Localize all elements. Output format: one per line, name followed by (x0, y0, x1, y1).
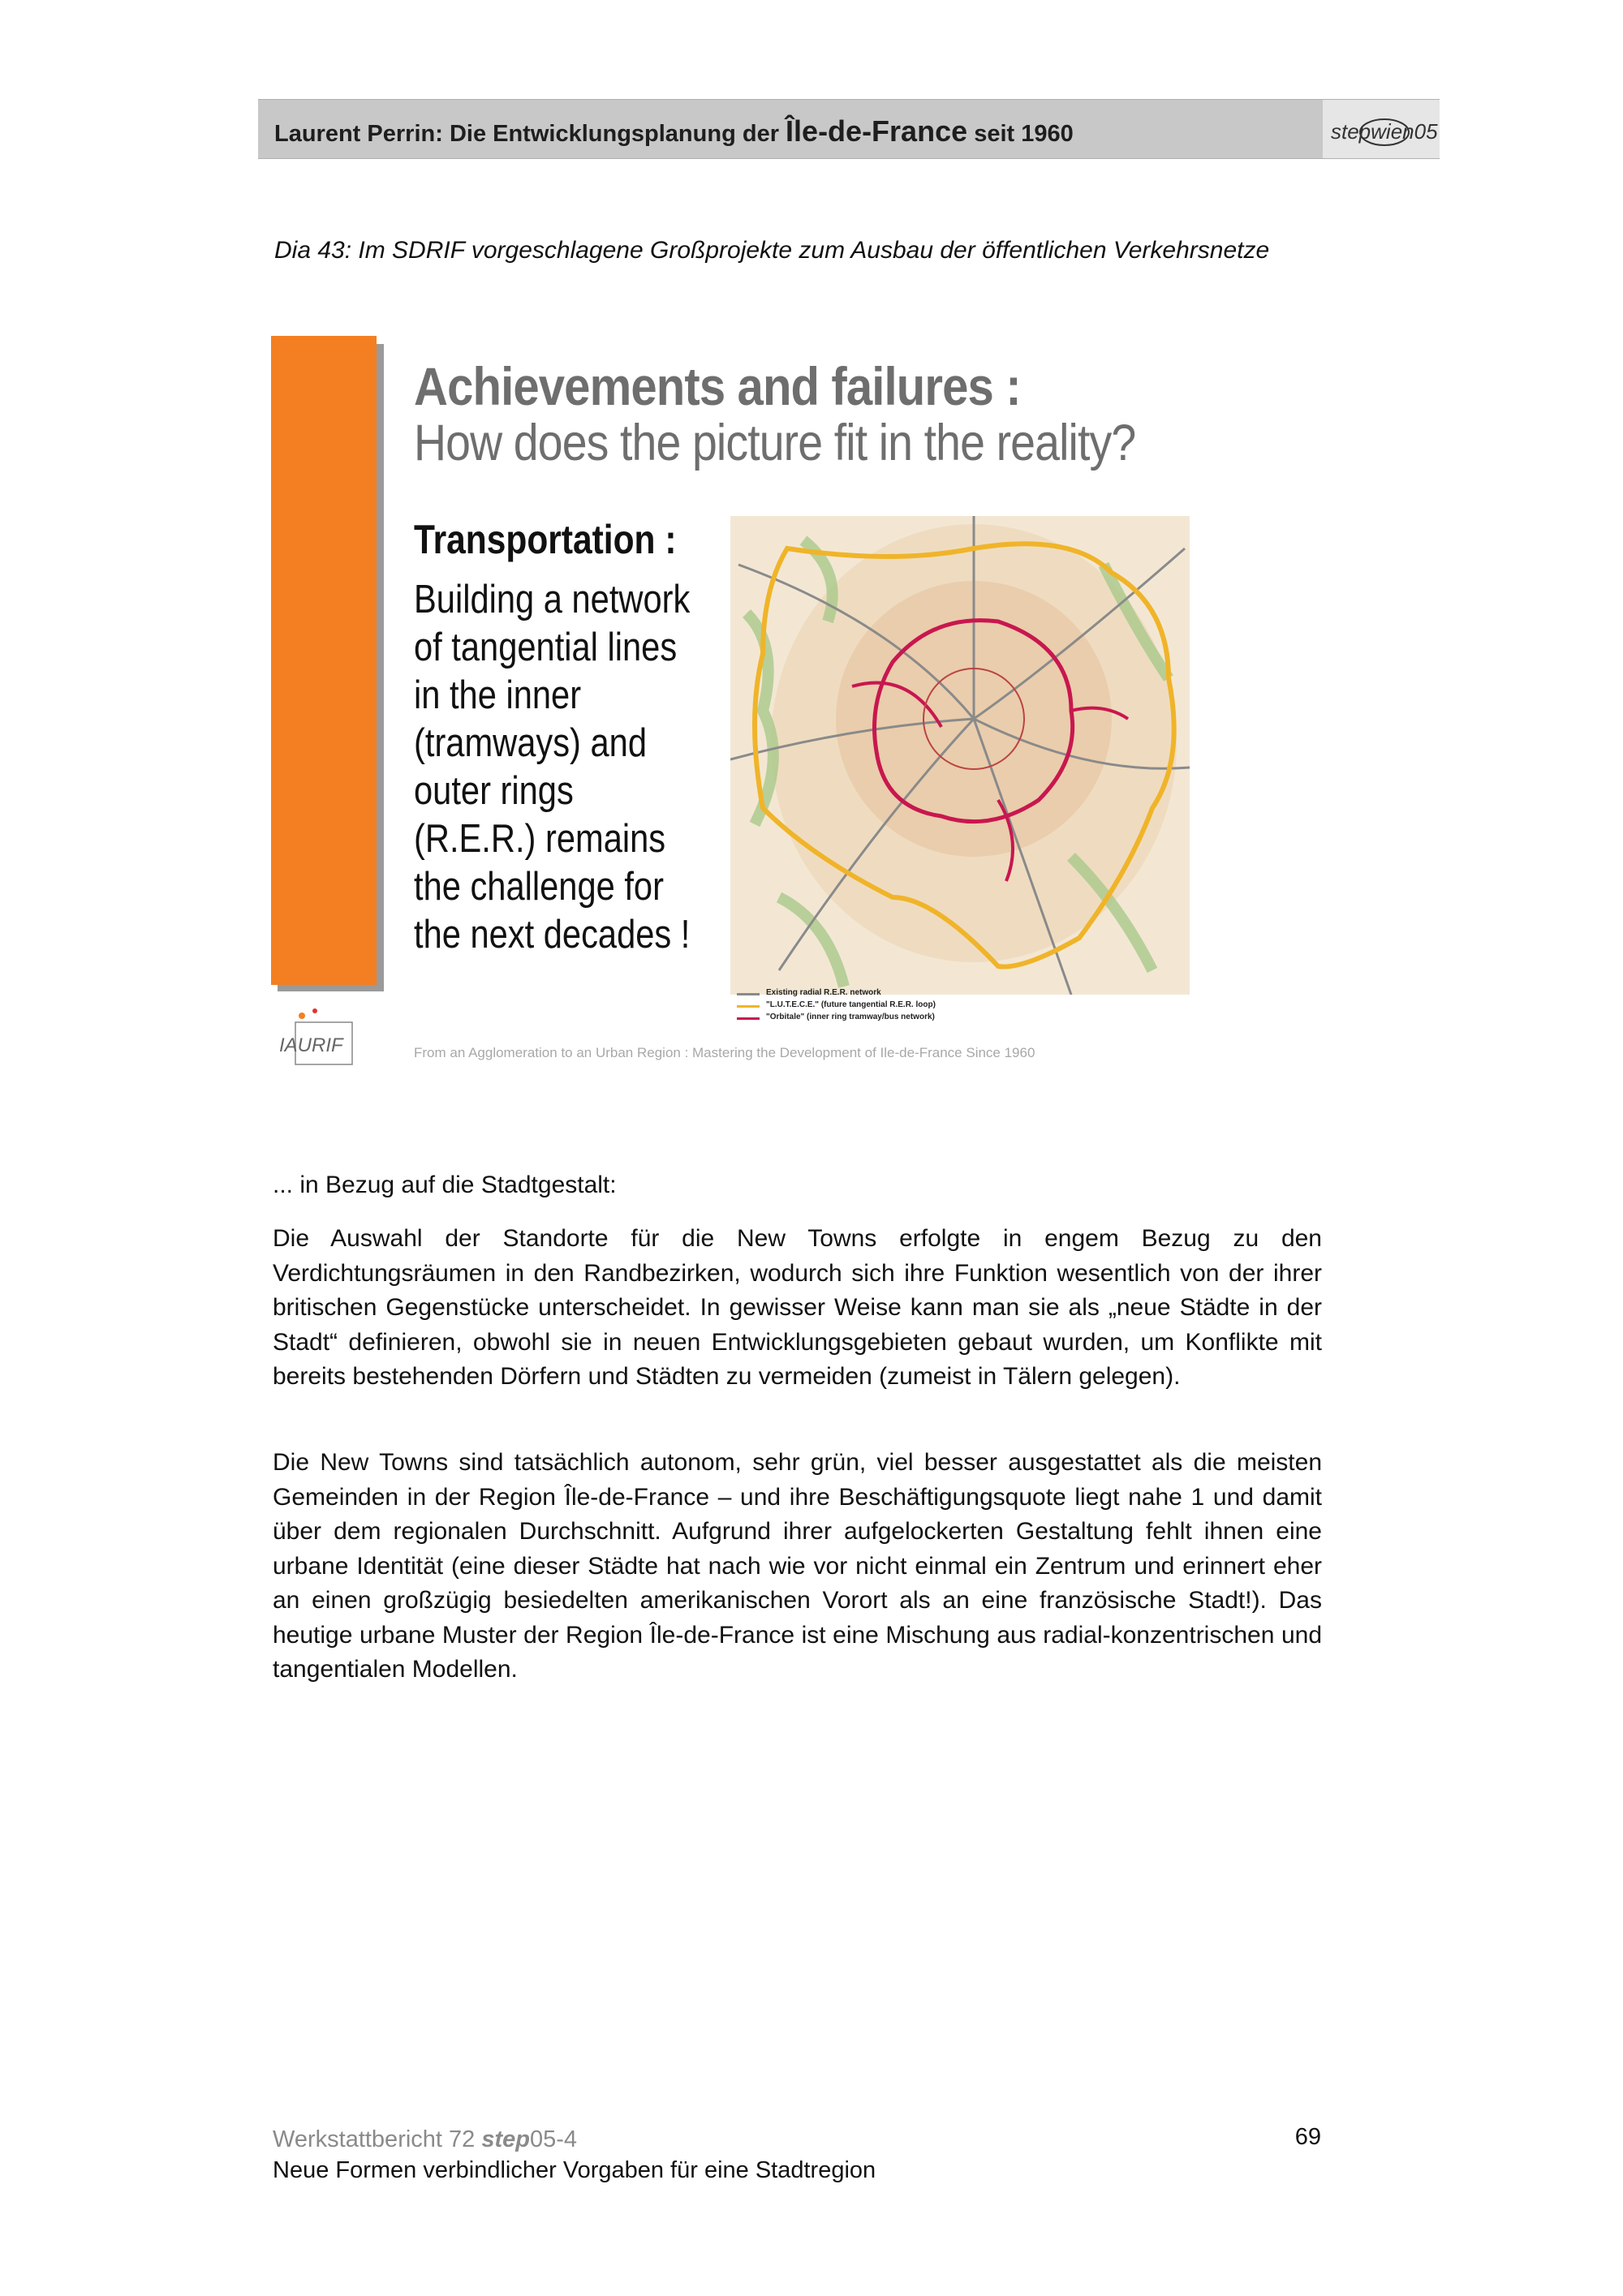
iaurif-logo-dot (312, 1008, 317, 1013)
legend-swatch-rer (737, 993, 760, 995)
page-number: 69 (1294, 2124, 1321, 2150)
slide-body-line: in the inner (414, 673, 582, 717)
slide-body-line: outer rings (414, 769, 574, 813)
legend-label: Existing radial R.E.R. network (766, 988, 881, 997)
slide-heading: Transportation : (414, 517, 677, 562)
page-header (258, 99, 1440, 159)
slide-figure (271, 333, 1229, 1079)
legend-swatch-lutece (737, 1005, 760, 1008)
slide-body (414, 576, 704, 959)
header-title-main: Die Entwicklungsplanung der (449, 121, 779, 147)
figure-caption: Dia 43: Im SDRIF vorgeschlagene Großprojekte zum Ausbau der öffentlichen Verkehrsnetze (274, 237, 1270, 264)
stepwien-logo-text: stepwien05 (1331, 119, 1438, 144)
slide-bar-shadow-bottom (278, 985, 384, 991)
section-intro: ... in Bezug auf die Stadtgestalt: (273, 1172, 617, 1198)
header-title-end: seit 1960 (974, 121, 1074, 147)
slide-body-line: Building a network (414, 578, 691, 621)
header-title-place: Île-de-France (786, 114, 968, 148)
slide-body-line: the next decades ! (414, 913, 691, 957)
slide-body-line: (tramways) and (414, 721, 647, 765)
footer-subtitle: Neue Formen verbindlicher Vorgaben für eine Stadtregion (273, 2157, 876, 2183)
iaurif-logo-text: IAURIF (279, 1034, 343, 1056)
page-footer (273, 2124, 876, 2186)
transport-network-map (730, 516, 1190, 995)
footer-series (273, 2124, 876, 2155)
slide-body-line: the challenge for (414, 865, 664, 909)
footer-series-suffix: 05-4 (530, 2126, 578, 2152)
header-title (274, 114, 1074, 148)
iaurif-logo (278, 998, 367, 1073)
stepwien-logo (1323, 100, 1440, 158)
legend-swatch-orbitale (737, 1017, 760, 1020)
legend-label: "Orbitale" (inner ring tramway/bus network) (766, 1013, 935, 1021)
header-author: Laurent Perrin: (274, 121, 443, 147)
paragraph: Die New Towns sind tatsächlich autonom, sehr grün, viel besser ausgestattet als die meisten Gemeinden in der Region Île-de-France – und ihre Beschäftigungsquote liegt nahe 1 und damit über dem regionalen Durchschnitt. Aufgrund ihrer aufgelockerten Gestaltung fehlt ihnen eine urbane Identität (eine dieser Städte hat nach wie vor nicht einmal ein Zentrum und erinnert eher an einen großzügig besiedelten amerikanischen Vorort als an eine französische Stadt!). Das heutige urbane Muster der Region Île-de-France ist eine Mischung aus radial-konzentrischen und tangentialen Modellen. (273, 1449, 1322, 1683)
legend-item (734, 1013, 1001, 1025)
iaurif-logo-dot (299, 1013, 305, 1019)
footer-series-step: step (481, 2126, 530, 2152)
slide-orange-bar (271, 336, 377, 985)
slide-bar-shadow (377, 344, 384, 990)
legend-item (734, 1000, 1001, 1013)
legend-item (734, 988, 1001, 1000)
map-legend (734, 988, 1001, 1025)
footer-series-prefix: Werkstattbericht 72 (273, 2126, 476, 2152)
slide-title: Achievements and failures : (414, 356, 1021, 416)
paragraph: Die Auswahl der Standorte für die New Towns erfolgte in engem Bezug zu den Verdichtungsräumen in den Randbezirken, wodurch sich ihre Funktion wesentlich von der ihrer britischen Gegenstücke unterscheidet. In gewisser Weise kann man sie als „neue Städte in der Stadt“ definieren, obwohl sie in neuen Entwicklungsgebieten gebaut wurden, um Konflikte mit bereits bestehenden Dörfern und Städten zu vermeiden (zumeist in Tälern gelegen). (273, 1225, 1322, 1390)
slide-body-line: (R.E.R.) remains (414, 817, 666, 861)
legend-label: "L.U.T.E.C.E." (future tangential R.E.R. loop) (766, 1000, 936, 1009)
slide-body-line: of tangential lines (414, 626, 678, 669)
stepwien-logo-graphic (1323, 100, 1440, 158)
slide-subtitle: How does the picture fit in the reality? (414, 415, 1136, 471)
slide-footer: From an Agglomeration to an Urban Region : Mastering the Development of Ile-de-France Since 1960 (414, 1045, 1035, 1060)
